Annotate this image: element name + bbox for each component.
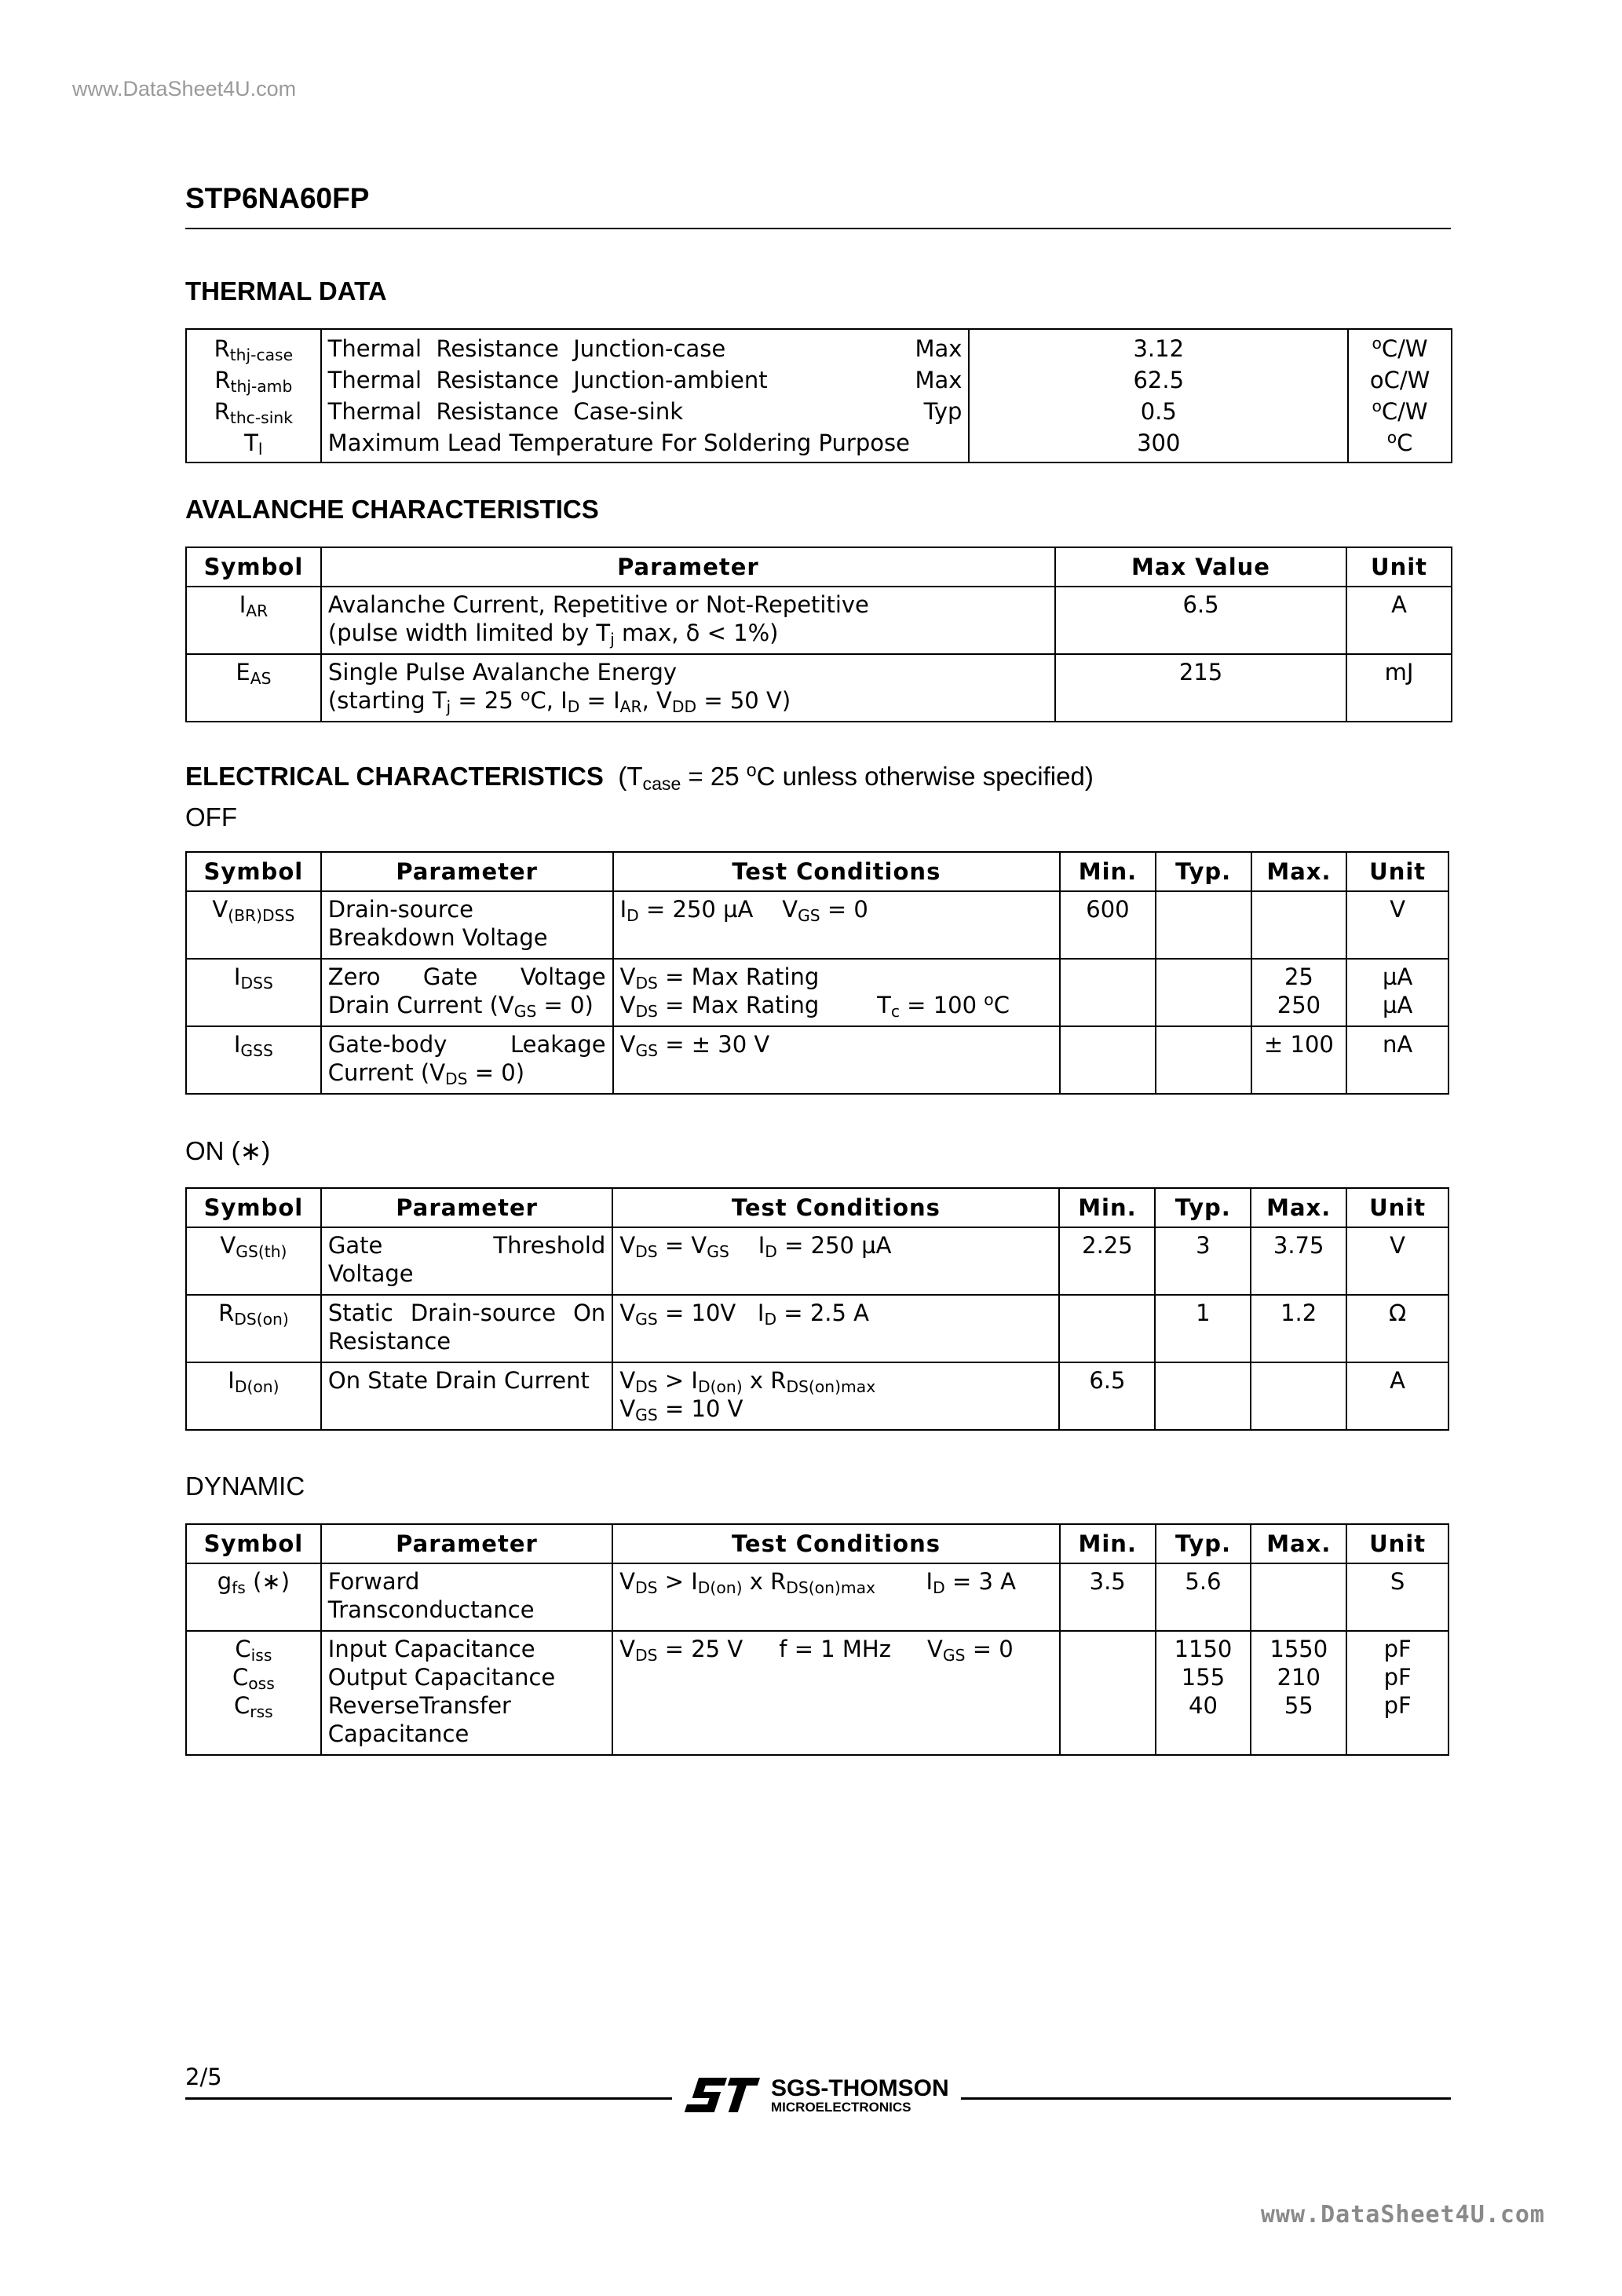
thermal-unit: oC/W <box>1348 364 1452 396</box>
unit-igss: nA <box>1346 1026 1448 1094</box>
value-eas: 215 <box>1055 654 1346 722</box>
max-gfs <box>1251 1563 1346 1631</box>
logo-line2: MICROELECTRONICS <box>771 2099 911 2115</box>
table-row <box>186 1563 1448 1631</box>
thermal-unit: $^o$C/W <box>1348 396 1452 427</box>
col-unit: Unit <box>1346 852 1448 891</box>
col-typ: Typ. <box>1156 852 1251 891</box>
symbol-rdson: $R_{DS(on)}$ <box>186 1295 321 1362</box>
col-symbol: Symbol <box>186 1188 321 1227</box>
min-caps <box>1060 1631 1156 1755</box>
part-number-title: STP6NA60FP <box>185 182 370 214</box>
footer-rule-right <box>961 2097 1451 2100</box>
col-test-conditions: Test Conditions <box>612 1524 1060 1563</box>
dynamic-title: DYNAMIC <box>185 1472 305 1501</box>
typ-rdson: 1 <box>1155 1295 1251 1362</box>
symbol-vbrdss: $V_{(BR)DSS}$ <box>186 891 321 959</box>
unit-vbrdss: V <box>1346 891 1448 959</box>
avalanche-title: AVALANCHE CHARACTERISTICS <box>185 495 599 524</box>
table-row <box>186 427 1452 462</box>
tc-rdson: $V_{GS} = 10V$ $I_D = 2.5$ A <box>612 1295 1059 1362</box>
unit-caps: pF pF pF <box>1346 1631 1448 1755</box>
param-eas: Single Pulse Avalanche Energy (starting $T_j = 25$ $^o$C, $I_D = I_{AR}$, $V_{DD} = 50$ V) <box>321 654 1055 722</box>
unit-rdson: Ω <box>1346 1295 1448 1362</box>
electrical-title-line <box>185 759 1094 794</box>
thermal-value: 62.5 <box>969 364 1348 396</box>
on-header-row <box>186 1188 1448 1227</box>
thermal-data-table <box>185 328 1452 463</box>
symbol-idon: $I_{D(on)}$ <box>186 1362 321 1430</box>
off-header-row <box>186 852 1448 891</box>
thermal-value: 3.12 <box>969 329 1348 364</box>
symbol-gfs: $g_{fs}$ (∗) <box>186 1563 321 1631</box>
col-parameter: Parameter <box>321 1188 612 1227</box>
min-idon: 6.5 <box>1059 1362 1155 1430</box>
unit-iar: A <box>1346 587 1452 654</box>
symbol-eas: $E_{AS}$ <box>186 654 321 722</box>
col-typ: Typ. <box>1156 1524 1251 1563</box>
unit-vgsth: V <box>1346 1227 1448 1295</box>
thermal-data-title: THERMAL DATA <box>185 276 387 305</box>
electrical-title: ELECTRICAL CHARACTERISTICS <box>185 762 604 791</box>
min-igss <box>1060 1026 1156 1094</box>
table-row <box>186 1227 1448 1295</box>
col-unit: Unit <box>1346 1188 1448 1227</box>
table-row <box>186 364 1452 396</box>
tc-idon: $V_{DS} > I_{D(on)}$ x $R_{DS(on)max}$ $V_{GS} = 10$ V <box>612 1362 1059 1430</box>
typ-idon <box>1155 1362 1251 1430</box>
col-parameter: Parameter <box>321 1524 612 1563</box>
electrical-note: ($T_{case} = 25$ $^o$C unless otherwise specified) <box>618 759 1094 794</box>
col-symbol: Symbol <box>186 1524 321 1563</box>
on-table <box>185 1187 1449 1431</box>
dynamic-header-row <box>186 1524 1448 1563</box>
logo-text <box>771 2077 949 2114</box>
table-row <box>186 1026 1448 1094</box>
typ-gfs: 5.6 <box>1156 1563 1251 1631</box>
min-gfs: 3.5 <box>1060 1563 1156 1631</box>
max-rdson: 1.2 <box>1251 1295 1346 1362</box>
thermal-symbol: $R_{thj-amb}$ <box>186 364 321 396</box>
table-row <box>186 1295 1448 1362</box>
min-rdson <box>1059 1295 1155 1362</box>
col-min: Min. <box>1060 852 1156 891</box>
thermal-symbol: $T_l$ <box>186 427 321 462</box>
param-gfs: Forward Transconductance <box>321 1563 612 1631</box>
col-min: Min. <box>1060 1524 1156 1563</box>
avalanche-header-row <box>186 547 1452 587</box>
thermal-value: 0.5 <box>969 396 1348 427</box>
param-caps: Input Capacitance Output Capacitance ReverseTransfer Capacitance <box>321 1631 612 1755</box>
max-vgsth: 3.75 <box>1251 1227 1346 1295</box>
value-iar: 6.5 <box>1055 587 1346 654</box>
table-row <box>186 891 1448 959</box>
dynamic-table <box>185 1523 1449 1756</box>
table-row <box>186 587 1452 654</box>
max-idon <box>1251 1362 1346 1430</box>
off-table <box>185 851 1449 1095</box>
typ-caps: 1150 155 40 <box>1156 1631 1251 1755</box>
unit-idon: A <box>1346 1362 1448 1430</box>
typ-vbrdss <box>1156 891 1251 959</box>
max-vbrdss <box>1251 891 1347 959</box>
tc-igss: $V_{GS}$ = ± 30 V <box>613 1026 1061 1094</box>
symbol-igss: $I_{GSS}$ <box>186 1026 321 1094</box>
symbol-idss: $I_{DSS}$ <box>186 959 321 1026</box>
col-max: Max. <box>1251 852 1347 891</box>
max-idss: 25 250 <box>1251 959 1347 1026</box>
typ-igss <box>1156 1026 1251 1094</box>
param-iar: Avalanche Current, Repetitive or Not-Repetitive (pulse width limited by $T_j$ max, δ < 1%) <box>321 587 1055 654</box>
min-idss <box>1060 959 1156 1026</box>
min-vgsth: 2.25 <box>1059 1227 1155 1295</box>
thermal-parameter: Thermal Resistance Case-sink Typ <box>321 396 970 427</box>
param-vgsth: Gate Threshold Voltage <box>321 1227 612 1295</box>
watermark-top[interactable]: www.DataSheet4U.com <box>72 77 297 101</box>
col-symbol: Symbol <box>186 852 321 891</box>
thermal-unit: $^o$C/W <box>1348 329 1452 364</box>
max-caps: 1550 210 55 <box>1251 1631 1346 1755</box>
param-igss: Gate-body Leakage Current $(V_{DS} = 0)$ <box>321 1026 613 1094</box>
table-row <box>186 329 1452 364</box>
tc-caps: $V_{DS} = 25$ V f = 1 MHz $V_{GS} = 0$ <box>612 1631 1060 1755</box>
col-min: Min. <box>1059 1188 1155 1227</box>
col-max: Max. <box>1251 1524 1346 1563</box>
unit-gfs: S <box>1346 1563 1448 1631</box>
thermal-value: 300 <box>969 427 1348 462</box>
col-typ: Typ. <box>1155 1188 1251 1227</box>
thermal-symbol: $R_{thc-sink}$ <box>186 396 321 427</box>
param-idss: Zero Gate Voltage Drain Current $(V_{GS} = 0)$ <box>321 959 613 1026</box>
param-idon: On State Drain Current <box>321 1362 612 1430</box>
col-parameter: Parameter <box>321 852 613 891</box>
col-test-conditions: Test Conditions <box>612 1188 1059 1227</box>
thermal-symbol: $R_{thj-case}$ <box>186 329 321 364</box>
typ-idss <box>1156 959 1251 1026</box>
tc-idss: $V_{DS}$ = Max Rating $V_{DS}$ = Max Rating $T_c = 100$ $^o$C <box>613 959 1061 1026</box>
col-parameter: Parameter <box>321 547 1055 587</box>
unit-idss: µA µA <box>1346 959 1448 1026</box>
param-rdson: Static Drain-source On Resistance <box>321 1295 612 1362</box>
col-unit: Unit <box>1346 547 1452 587</box>
table-row <box>186 1631 1448 1755</box>
thermal-parameter: Thermal Resistance Junction-case Max <box>321 329 970 364</box>
thermal-unit: $^o$C <box>1348 427 1452 462</box>
st-logo-mark-icon <box>685 2073 760 2117</box>
thermal-parameter: Maximum Lead Temperature For Soldering Purpose <box>321 427 970 462</box>
col-max-value: Max Value <box>1055 547 1346 587</box>
header-rule <box>185 228 1451 229</box>
col-symbol: Symbol <box>186 547 321 587</box>
tc-vbrdss: $I_D = 250$ µA $V_{GS} = 0$ <box>613 891 1061 959</box>
tc-gfs: $V_{DS} > I_{D(on)}$ x $R_{DS(on)max}$ $I_D = 3$ A <box>612 1563 1060 1631</box>
page-number: 2/5 <box>185 2064 222 2090</box>
symbol-vgsth: $V_{GS(th)}$ <box>186 1227 321 1295</box>
off-title: OFF <box>185 803 237 832</box>
symbol-caps: $C_{iss}$ $C_{oss}$ $C_{rss}$ <box>186 1631 321 1755</box>
param-vbrdss: Drain-source Breakdown Voltage <box>321 891 613 959</box>
footer-rule-left <box>185 2097 672 2100</box>
table-row <box>186 1362 1448 1430</box>
on-title: ON (∗) <box>185 1136 271 1165</box>
unit-eas: mJ <box>1346 654 1452 722</box>
avalanche-table <box>185 547 1452 722</box>
logo-line1: SGS-THOMSON <box>771 2075 949 2101</box>
watermark-bottom[interactable]: www.DataSheet4U.com <box>1260 2201 1545 2228</box>
st-logo <box>685 2073 949 2117</box>
symbol-iar: $I_{AR}$ <box>186 587 321 654</box>
typ-vgsth: 3 <box>1155 1227 1251 1295</box>
thermal-parameter: Thermal Resistance Junction-ambient Max <box>321 364 970 396</box>
max-igss: ± 100 <box>1251 1026 1347 1094</box>
table-row <box>186 396 1452 427</box>
col-test-conditions: Test Conditions <box>613 852 1061 891</box>
min-vbrdss: 600 <box>1060 891 1156 959</box>
col-max: Max. <box>1251 1188 1346 1227</box>
col-unit: Unit <box>1346 1524 1448 1563</box>
tc-vgsth: $V_{DS} = V_{GS}$ $I_D = 250$ µA <box>612 1227 1059 1295</box>
table-row <box>186 959 1448 1026</box>
table-row <box>186 654 1452 722</box>
